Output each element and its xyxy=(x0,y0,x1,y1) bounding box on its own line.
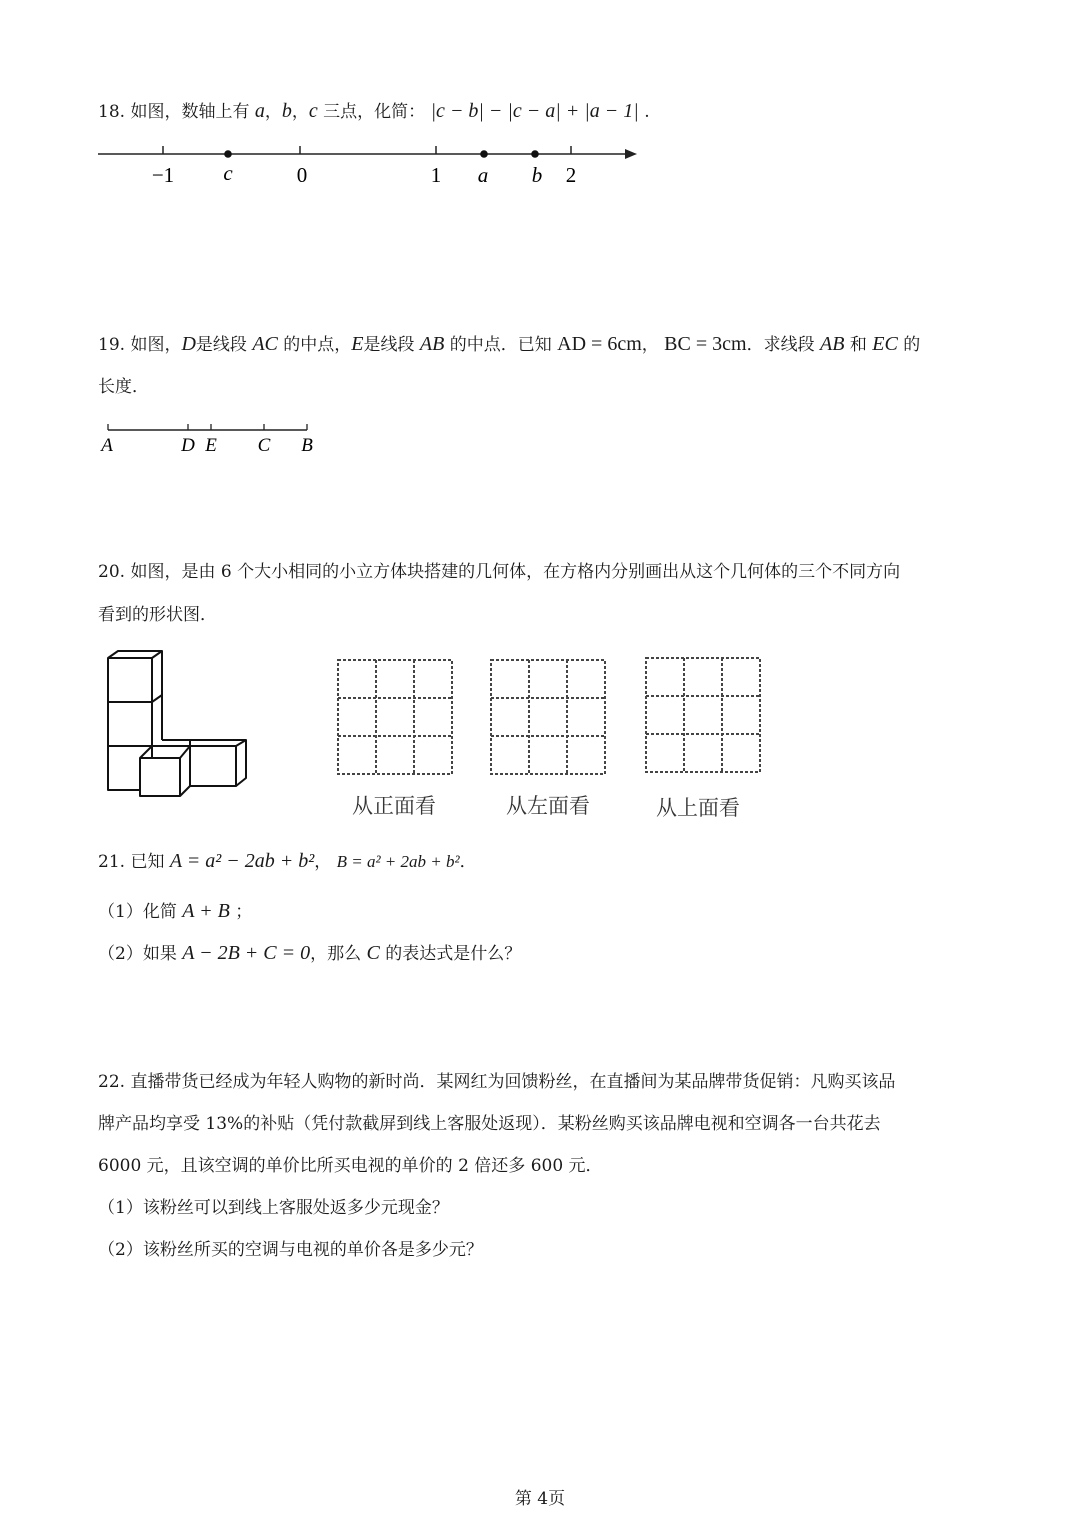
segment-diagram xyxy=(98,420,328,460)
q18-number: 18. xyxy=(98,102,126,122)
svg-text:−1: −1 xyxy=(151,163,175,187)
q18-expression: |c − b| − |c − a| + |a − 1| xyxy=(430,100,639,122)
q21-number: 21. xyxy=(98,852,126,872)
q19-number: 19. xyxy=(98,335,126,355)
left-view-grid[interactable] xyxy=(489,658,609,778)
q21-part1: （1）化简 A + B ； xyxy=(98,900,253,922)
svg-text:a: a xyxy=(477,163,489,187)
q22-part1: （1）该粉丝可以到线上客服处返多少元现金？ xyxy=(98,1198,449,1218)
front-view-grid[interactable] xyxy=(336,658,456,778)
svg-text:1: 1 xyxy=(430,163,442,187)
svg-text:A: A xyxy=(101,435,113,456)
q19-BC-value: BC = 3cm xyxy=(664,333,747,355)
q20-number: 20. xyxy=(98,562,126,582)
q21-part2: （2）如果 A − 2B + C = 0，那么 C 的表达式是什么？ xyxy=(98,942,522,964)
q18-text: 18. 如图，数轴上有 a，b，c 三点，化简： |c − b| − |c − a| + |a − 1| . xyxy=(98,100,650,122)
cube-solid-figure xyxy=(100,648,260,798)
q19-text-line2: 长度． xyxy=(98,377,149,397)
point-b xyxy=(531,150,539,158)
svg-text:B: B xyxy=(301,435,313,456)
svg-text:b: b xyxy=(531,163,543,187)
caption-front-view: 从正面看 xyxy=(352,794,436,818)
page-number: 第 4页 xyxy=(514,1489,566,1509)
caption-left-view: 从左面看 xyxy=(506,794,590,818)
svg-text:C: C xyxy=(257,435,271,456)
svg-text:E: E xyxy=(205,435,217,456)
top-view-grid[interactable] xyxy=(644,656,764,776)
q22-text-line3: 6000 元，且该空调的单价比所买电视的单价的 2 倍还多 600 元． xyxy=(98,1156,603,1176)
point-c xyxy=(224,150,232,158)
number-line xyxy=(95,140,655,190)
q21-B-definition: B = a² + 2ab + b² xyxy=(336,852,460,871)
q20-text-line1: 20. 如图，是由 6 个大小相同的小立方体块搭建的几何体，在方格内分别画出从这个几何体的三个不同方向 xyxy=(98,562,901,582)
q19-text-line1: 19. 如图，D是线段 AC 的中点，E是线段 AB 的中点．已知 AD = 6cm， BC = 3cm．求线段 AB 和 EC 的 xyxy=(98,333,921,355)
q22-text-line1: 22. 直播带货已经成为年轻人购物的新时尚．某网红为回馈粉丝，在直播间为某品牌带货促销：凡购买该品 xyxy=(98,1072,896,1092)
svg-text:0: 0 xyxy=(296,163,308,187)
point-a xyxy=(480,150,488,158)
svg-text:D: D xyxy=(181,435,195,456)
q22-text-line2: 牌产品均享受 13%的补贴（凭付款截屏到线上客服处返现）．某粉丝购买该品牌电视和空调各一台共花去 xyxy=(98,1114,881,1134)
q21-A-definition: A = a² − 2ab + b² xyxy=(169,850,315,872)
q19-AD-value: AD = 6cm xyxy=(557,333,642,355)
svg-text:2: 2 xyxy=(565,163,577,187)
caption-top-view: 从上面看 xyxy=(656,796,740,820)
svg-text:c: c xyxy=(223,161,233,185)
q20-text-line2: 看到的形状图． xyxy=(98,605,217,625)
q21-text: 21. 已知 A = a² − 2ab + b²， B = a² + 2ab + b²． xyxy=(98,850,477,872)
q22-part2: （2）该粉丝所买的空调与电视的单价各是多少元？ xyxy=(98,1240,483,1260)
